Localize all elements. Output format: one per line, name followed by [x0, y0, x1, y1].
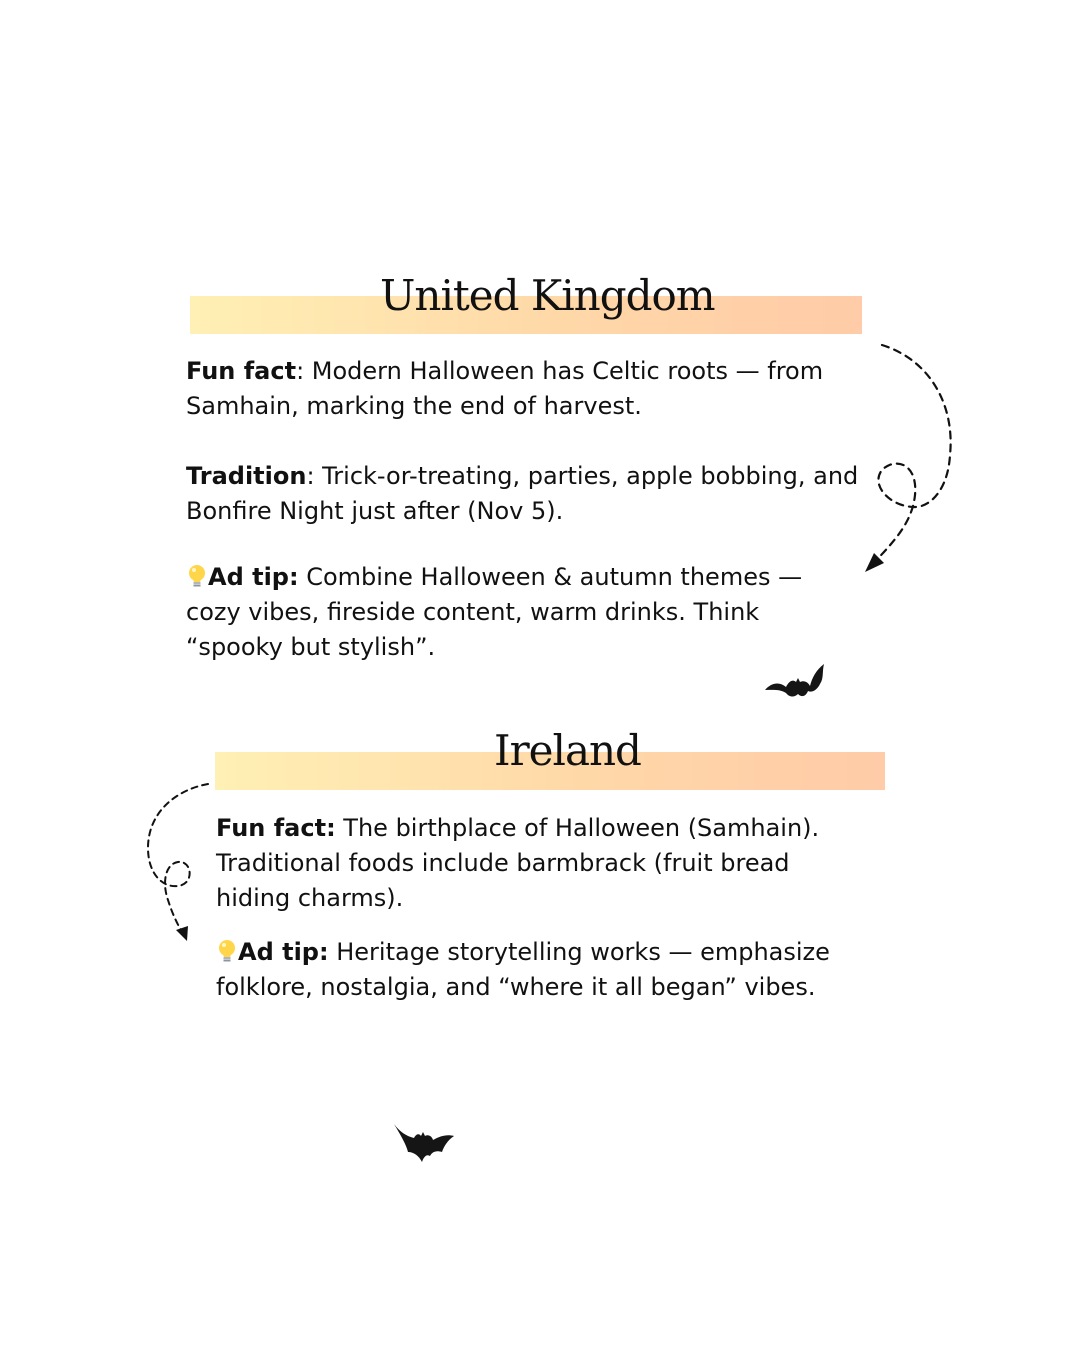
- tradition-uk: [186, 459, 866, 529]
- ad-tip-uk: [186, 560, 846, 665]
- ad-tip-ireland: [216, 935, 856, 1005]
- ad-tip-label: Ad tip:: [208, 563, 299, 591]
- fun-fact-label: Fun fact: [186, 357, 297, 385]
- section-title-uk: United Kingdom: [380, 271, 715, 320]
- ad-tip-text: Heritage storytelling works — emphasize folklore, nostalgia, and “where it all began” vibes.: [216, 938, 830, 1001]
- fun-fact-uk: [186, 354, 866, 424]
- dashed-arrow-icon: [860, 335, 970, 585]
- tradition-label: Tradition: [186, 462, 307, 490]
- lightbulb-icon: [186, 564, 208, 588]
- section-title-ireland: Ireland: [494, 726, 641, 775]
- fun-fact-label: Fun fact:: [216, 814, 336, 842]
- bat-icon: [762, 660, 828, 702]
- fun-fact-text: The birthplace of Halloween (Samhain). Traditional foods include barmbrack (fruit bread hiding charms).: [216, 814, 820, 912]
- tradition-text: : Trick-or-treating, parties, apple bobbing, and Bonfire Night just after (Nov 5).: [186, 462, 859, 525]
- bat-icon: [392, 1122, 456, 1164]
- dashed-arrow-icon: [140, 778, 220, 948]
- ad-tip-label: Ad tip:: [238, 938, 329, 966]
- fun-fact-ireland: [216, 811, 856, 916]
- fun-fact-text: : Modern Halloween has Celtic roots — from Samhain, marking the end of harvest.: [186, 357, 824, 420]
- ad-tip-text: Combine Halloween & autumn themes — cozy vibes, fireside content, warm drinks. Think “spooky but stylish”.: [186, 563, 803, 661]
